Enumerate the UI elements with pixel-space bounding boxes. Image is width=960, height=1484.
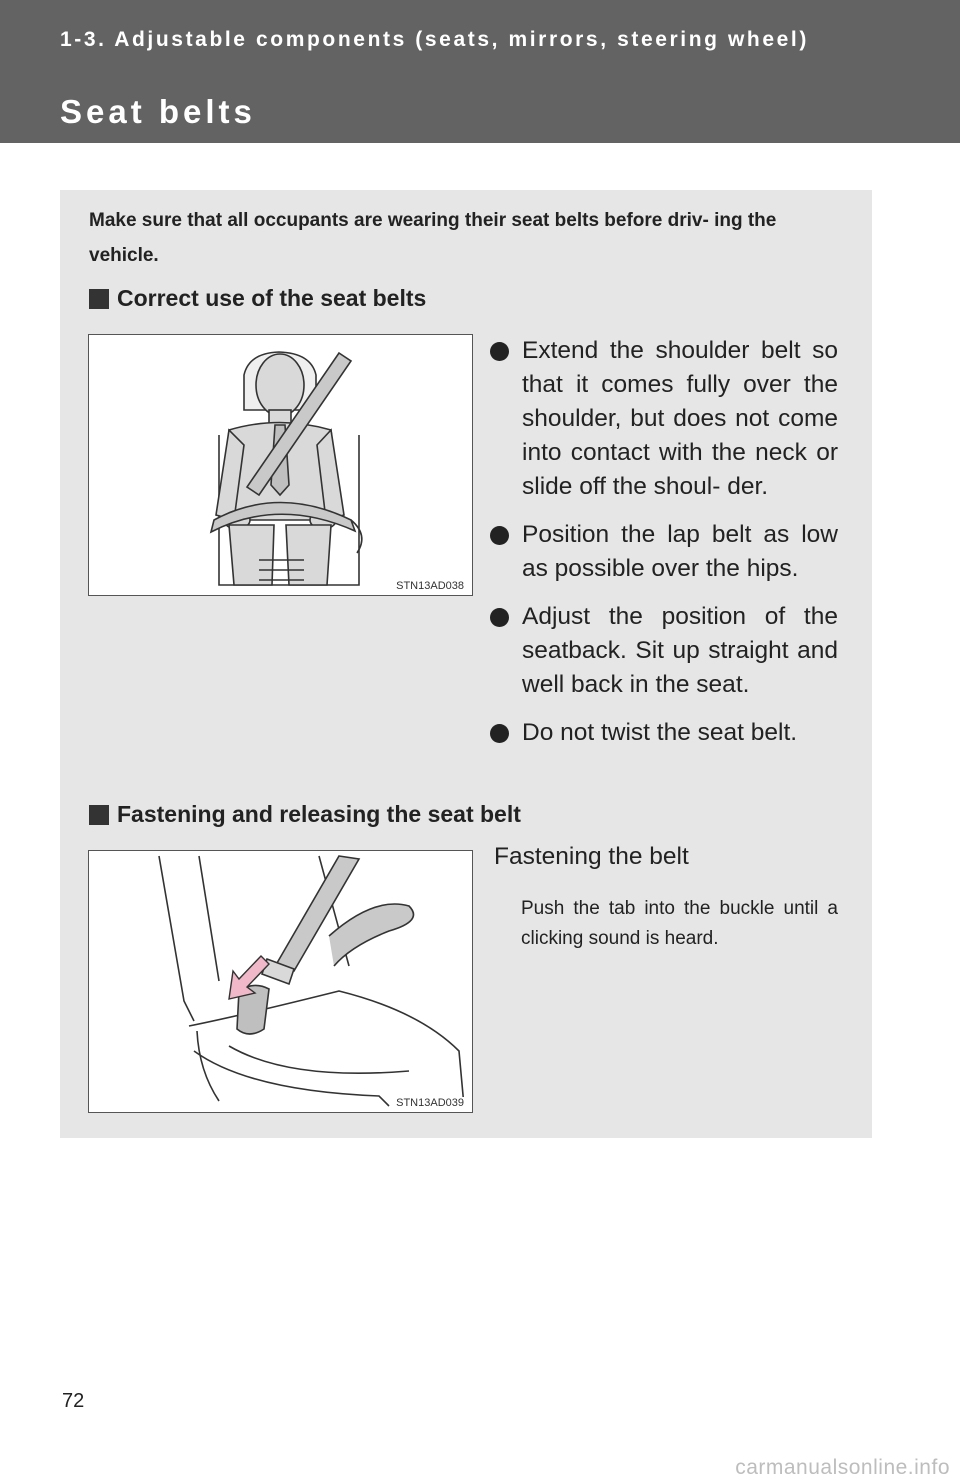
- buckle-illustration: [89, 851, 472, 1112]
- page-title: Seat belts: [60, 93, 256, 130]
- square-bullet-icon: [89, 289, 109, 309]
- page-header: [0, 0, 960, 143]
- figure-buckle: [88, 850, 473, 1113]
- fastening-text: Push the tab into the buckle until a clicking sound is heard.: [521, 898, 838, 949]
- bullet-item: Do not twist the seat belt.: [490, 716, 838, 750]
- bullet-item: Extend the shoulder belt so that it comes fully over the shoulder, but does not come into contact with the neck or slide off the shoul- der.: [490, 334, 838, 504]
- subheading-correct-use: [89, 285, 426, 312]
- bullet-list: [490, 334, 838, 764]
- bullet-dot-icon: [490, 724, 509, 743]
- page-number: 72: [62, 1390, 85, 1412]
- figure-seated-person: [88, 334, 473, 596]
- square-bullet-icon: [89, 805, 109, 825]
- fastening-subtitle: Fastening the belt: [494, 843, 689, 870]
- subheading-correct-use-label: Correct use of the seat belts: [117, 285, 427, 311]
- figure-code: STN13AD038: [396, 580, 464, 592]
- watermark: carmanualsonline.info: [735, 1456, 950, 1479]
- intro-text: Make sure that all occupants are wearing their seat belts before driv- ing the vehicle.: [89, 210, 777, 266]
- seated-person-illustration: [89, 335, 472, 595]
- bullet-dot-icon: [490, 342, 509, 361]
- bullet-dot-icon: [490, 608, 509, 627]
- bullet-item: Position the lap belt as low as possible over the hips.: [490, 518, 838, 586]
- bullet-item: Adjust the position of the seatback. Sit up straight and well back in the seat.: [490, 600, 838, 702]
- bullet-dot-icon: [490, 526, 509, 545]
- subheading-fastening-label: Fastening and releasing the seat belt: [117, 801, 521, 827]
- section-label: 1-3. Adjustable components (seats, mirrors, steering wheel): [60, 28, 809, 51]
- subheading-fastening: [89, 801, 521, 828]
- figure-code: STN13AD039: [396, 1097, 464, 1109]
